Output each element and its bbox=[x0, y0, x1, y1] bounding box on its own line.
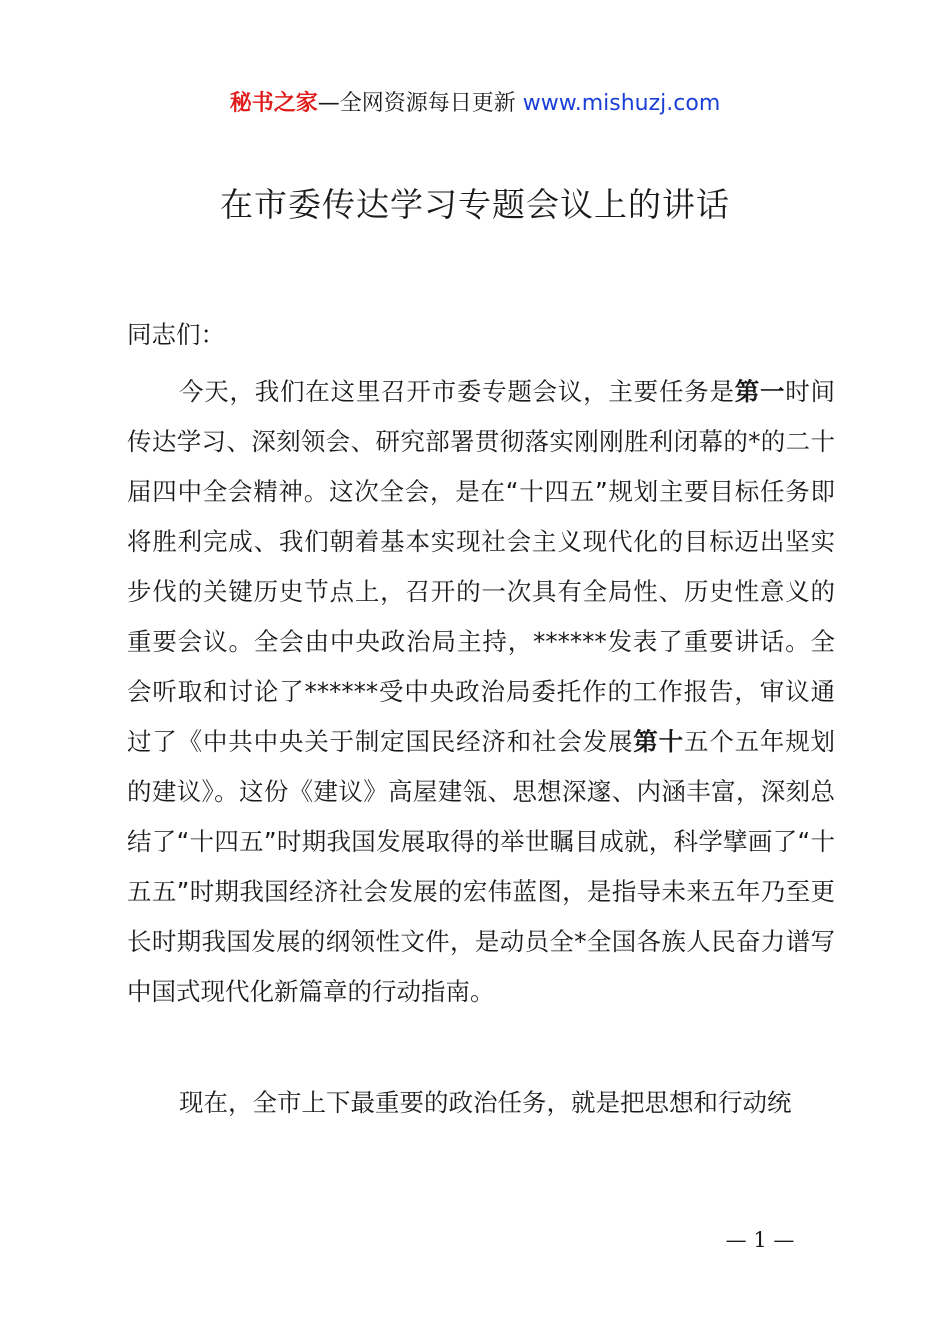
page-number: — 1 — bbox=[725, 1228, 795, 1252]
banner-tagline: —全网资源每日更新 bbox=[317, 91, 523, 116]
document-title: 在市委传达学习专题会议上的讲话 bbox=[220, 185, 730, 224]
paragraph-text: 时间传达学习、深刻领会、研究部署贯彻落实刚刚胜利闭幕的*的二十届四中全会精神。这次全会，是在“十四五”规划主要目标任务即将胜利完成、我们朝着基本实现社会主义现代化的目标迈出坚实步伐的关键历史节点上，召开的一次具有全局性、历史性意义的重要会议。全会由中央政治局主持，******发表了重要讲话。全会听取和讨论了******受中央政治局委托作的工作报告，审议通过了《中共中央关于制定国民经济和社会发展 bbox=[127, 377, 836, 756]
header-banner bbox=[0, 88, 950, 120]
brand-name: 秘书之家 bbox=[229, 91, 318, 116]
banner-url-link[interactable]: www.mishuzj.com bbox=[522, 91, 721, 116]
bold-emphasis: 第十 bbox=[633, 727, 684, 756]
body-paragraph-2: 现在，全市上下最重要的政治任务，就是把思想和行动统 bbox=[179, 1088, 792, 1117]
salutation: 同志们： bbox=[127, 320, 225, 349]
bold-emphasis: 第一 bbox=[734, 377, 786, 406]
paragraph-text: 今天，我们在这里召开市委专题会议，主要任务是 bbox=[179, 377, 735, 406]
body-paragraph-1 bbox=[127, 367, 835, 1017]
paragraph-text: 五个五年规划的建议》。这份《建议》高屋建瓴、思想深邃、内涵丰富，深刻总结了“十四五”时期我国发展取得的举世瞩目成就，科学擘画了“十五五”时期我国经济社会发展的宏伟蓝图，是指导未来五年乃至更长时期我国发展的纲领性文件，是动员全*全国各族人民奋力谱写中国式现代化新篇章的行动指南。 bbox=[127, 727, 836, 1006]
